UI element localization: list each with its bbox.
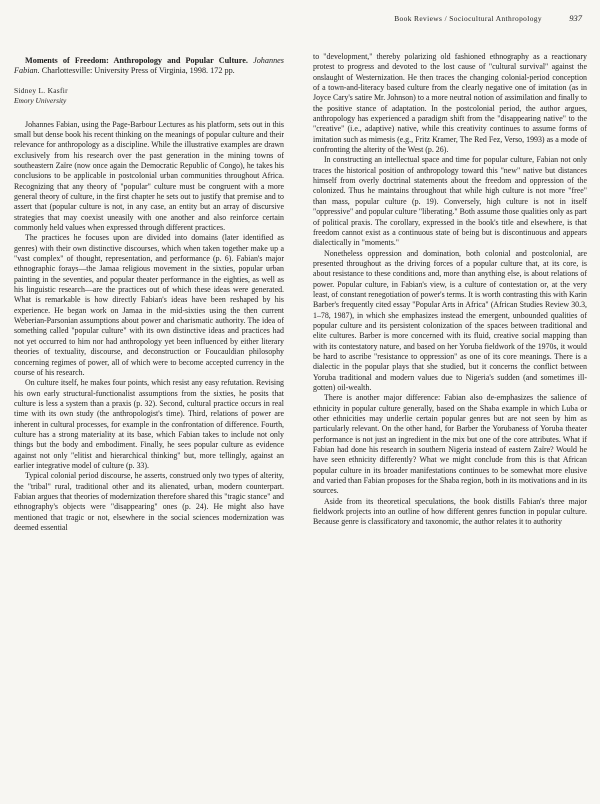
review-publication: Charlottesville: University Press of Virginia, 1998. 172 pp. <box>41 66 235 76</box>
paragraph: There is another major difference: Fabian also de-emphasizes the salience of ethnicity in popular culture generally, based on the Shaba example in which Luba or other ethnicities may underlie certain popular genres but are not seen by him as particularly relevant. On the other hand, for Barber the Yorubaness of Yoruba theater performance is not just an ingredient in the mix but one of the core attributes. What if Fabian had done his research in southern Nigeria instead of eastern Zaïre? Would he have seen ethnicity differently? What we might conclude from this is that African popular culture in its broader manifestations continues to be somewhat more elusive and varied than Fabian proposes for the Shaba region, both in its motivations and in its sources. <box>313 393 587 496</box>
running-head <box>0 12 600 30</box>
review-title: Moments of Freedom: Anthropology and Popular Culture. <box>25 56 248 65</box>
review-citation <box>14 56 284 76</box>
running-head-section: Book Reviews <box>394 14 443 23</box>
paragraph: On culture itself, he makes four points, which resist any easy refutation. Revising his own early structural-functionalist assumptions from the sixties, he posits that culture is less a system than a praxis (p. 32). Second, cultural practice occurs in real time with its own study (the anthropologist's time). Third, relations of power are inherent in cultural processes, for example in the confrontation of difference. Fourth, culture has a strong materiality at its base, which Fabian takes to include not only things but the body and embodiment. Finally, he sees popular culture as evidence against not only "elitist and hierarchical thinking" but, more tellingly, against an earlier integrative model of culture (p. 33). <box>14 378 284 470</box>
paragraph: In constructing an intellectual space and time for popular culture, Fabian not only traces the historical position of anthropology toward this "new" native but distances himself from overly doctrinal statements about the freedom and oppression of the colonized. Thus he maintains throughout that while high culture is not more "free" than mass, popular culture (p. 19). Conversely, high culture is not in itself "oppressive" and popular culture "liberating." Both assume those qualities only as part of political praxis. The corollary, expressed in the book's title and elsewhere, is that freedom cannot exist as a continuous state of being but is discontinuous and appears dialectically in "moments." <box>313 155 587 248</box>
paragraph: Aside from its theoretical speculations, the book distills Fabian's three major fieldwork projects into an outline of how different genres function in popular culture. Because genre is classificatory and taxonomic, the author relates it to authority <box>313 496 587 527</box>
page-number: 937 <box>569 13 582 23</box>
running-head-separator: / <box>444 14 448 23</box>
paragraph: The practices he focuses upon are divided into domains (later identified as genres) with their own distinctive discourses, which when taken together make up a "vast complex" of thought, representation, and performance (p. 6). Fabian's major ethnographic forays—the Jamaa religious movement in the sixties, popular urban painting in the seventies, and popular theater performance in the eighties, as well as his linguistic research—are the practices out of which these ideas were generated. What is remarkable is how directly Fabian's ideas have been reshaped by his experience. He began work on Jamaa in the mid-sixties using the then current Weberian-Parsonian assumptions about power and charismatic authority. The idea of something called "popular culture" with its own distinctive ideas and practices had not yet occurred to him nor had anthropology yet been influenced by either literary theories of textuality, discourse, and deconstruction or Foucauldian philosophy concerning regimes of power, all of which were to become accepted currency in the course of his research. <box>14 233 284 377</box>
review-author: Johannes Fabian. <box>14 56 284 76</box>
left-column <box>14 56 284 533</box>
reviewer-block <box>14 86 284 105</box>
paragraph: Typical colonial period discourse, he asserts, construed only two types of alterity, the "tribal" rural, traditional other and its alienated, urban, modern counterpart. Fabian argues that theories of modernization therefore shared this "tragic stance" and ethnography's objects were "disappearing" ones (p. 24). He might also have mentioned that tragic or not, elsewhere in the social sciences modernization was deemed essential <box>14 471 284 532</box>
left-body <box>14 120 284 534</box>
running-head-subsection: Sociocultural Anthropology <box>449 14 542 23</box>
running-head-text <box>394 14 542 23</box>
paragraph: Nonetheless oppression and domination, both colonial and postcolonial, are presented throughout as the driving forces of a popular culture that, at its core, is about resistance to these conditions and, more than anything else, is about relations of power. Popular culture, in Fabian's view, is a culture of contestation or, at the very least, of constant renegotiation of power's terms. It is worth contrasting this with Karin Barber's frequently cited essay "Popular Arts in Africa" (African Studies Review 30.3, 1–78, 1987), in which she emphasizes instead the emergent, unbounded qualities of popular culture and its persistent colonization of the spaces between traditional and elite cultures. Barber is more concerned with its fluid, creative social mapping than with its contestatory nature, and based on her Yoruba fieldwork of the 1970s, it would be hard to ascribe "resistance to oppression" as one of its core meanings. There is a dialectic in the popular plays that she studied, but it concerns the conflict between Yoruba traditional and modern values due to Nigeria's sudden (and sometimes ill-gotten) oil-wealth. <box>313 248 587 392</box>
reviewer-affiliation: Emory University <box>14 96 67 105</box>
right-column <box>313 52 587 528</box>
reviewer-name: Sidney L. Kasfir <box>14 86 68 96</box>
paragraph: to "development," thereby polarizing old fashioned ethnography as a reactionary protest to progress and devoted to the lost cause of "cultural survival" against the onslaught of Westernization. He then traces the changing colonial-period conception of a town-and-literacy based culture from the clearly negative one of imitation (as in Joyce Cary's satire Mr. Johnson) to a more neutral notion of assimilation and finally to the positive stance of adaptation. In the postcolonial period, the author argues, anthropology has experienced a paradigm shift from the "disappearing native" to the "creative" (i.e., adaptive) native, while this creativity continues to assume forms of imitation such as mimesis (e.g., Fritz Kramer, The Red Fez, Verso, 1993) as a mode of confronting the alterity of the West (p. 26). <box>313 52 587 155</box>
paragraph: Johannes Fabian, using the Page-Barbour Lectures as his platform, sets out in this small but dense book his recent thinking on the meanings of popular culture and their relevance for anthropology as a discipline. While the illustrative examples are drawn exclusively from his research over the past generation in the mining towns of southeastern Zaïre (now once again the Democratic Republic of Congo), he takes his conclusions to be applicable in postcolonial urban communities throughout Africa. Recognizing that any theory of "popular" culture must be congruent with a more general theory of culture, in the first chapter he sets out to justify that premise and to assert that (popular culture is not, in any case, an entity but an array of discursive strategies that may coexist uneasily with one another and also reinforce certain commonly held values when expressed through different practices. <box>14 119 284 233</box>
